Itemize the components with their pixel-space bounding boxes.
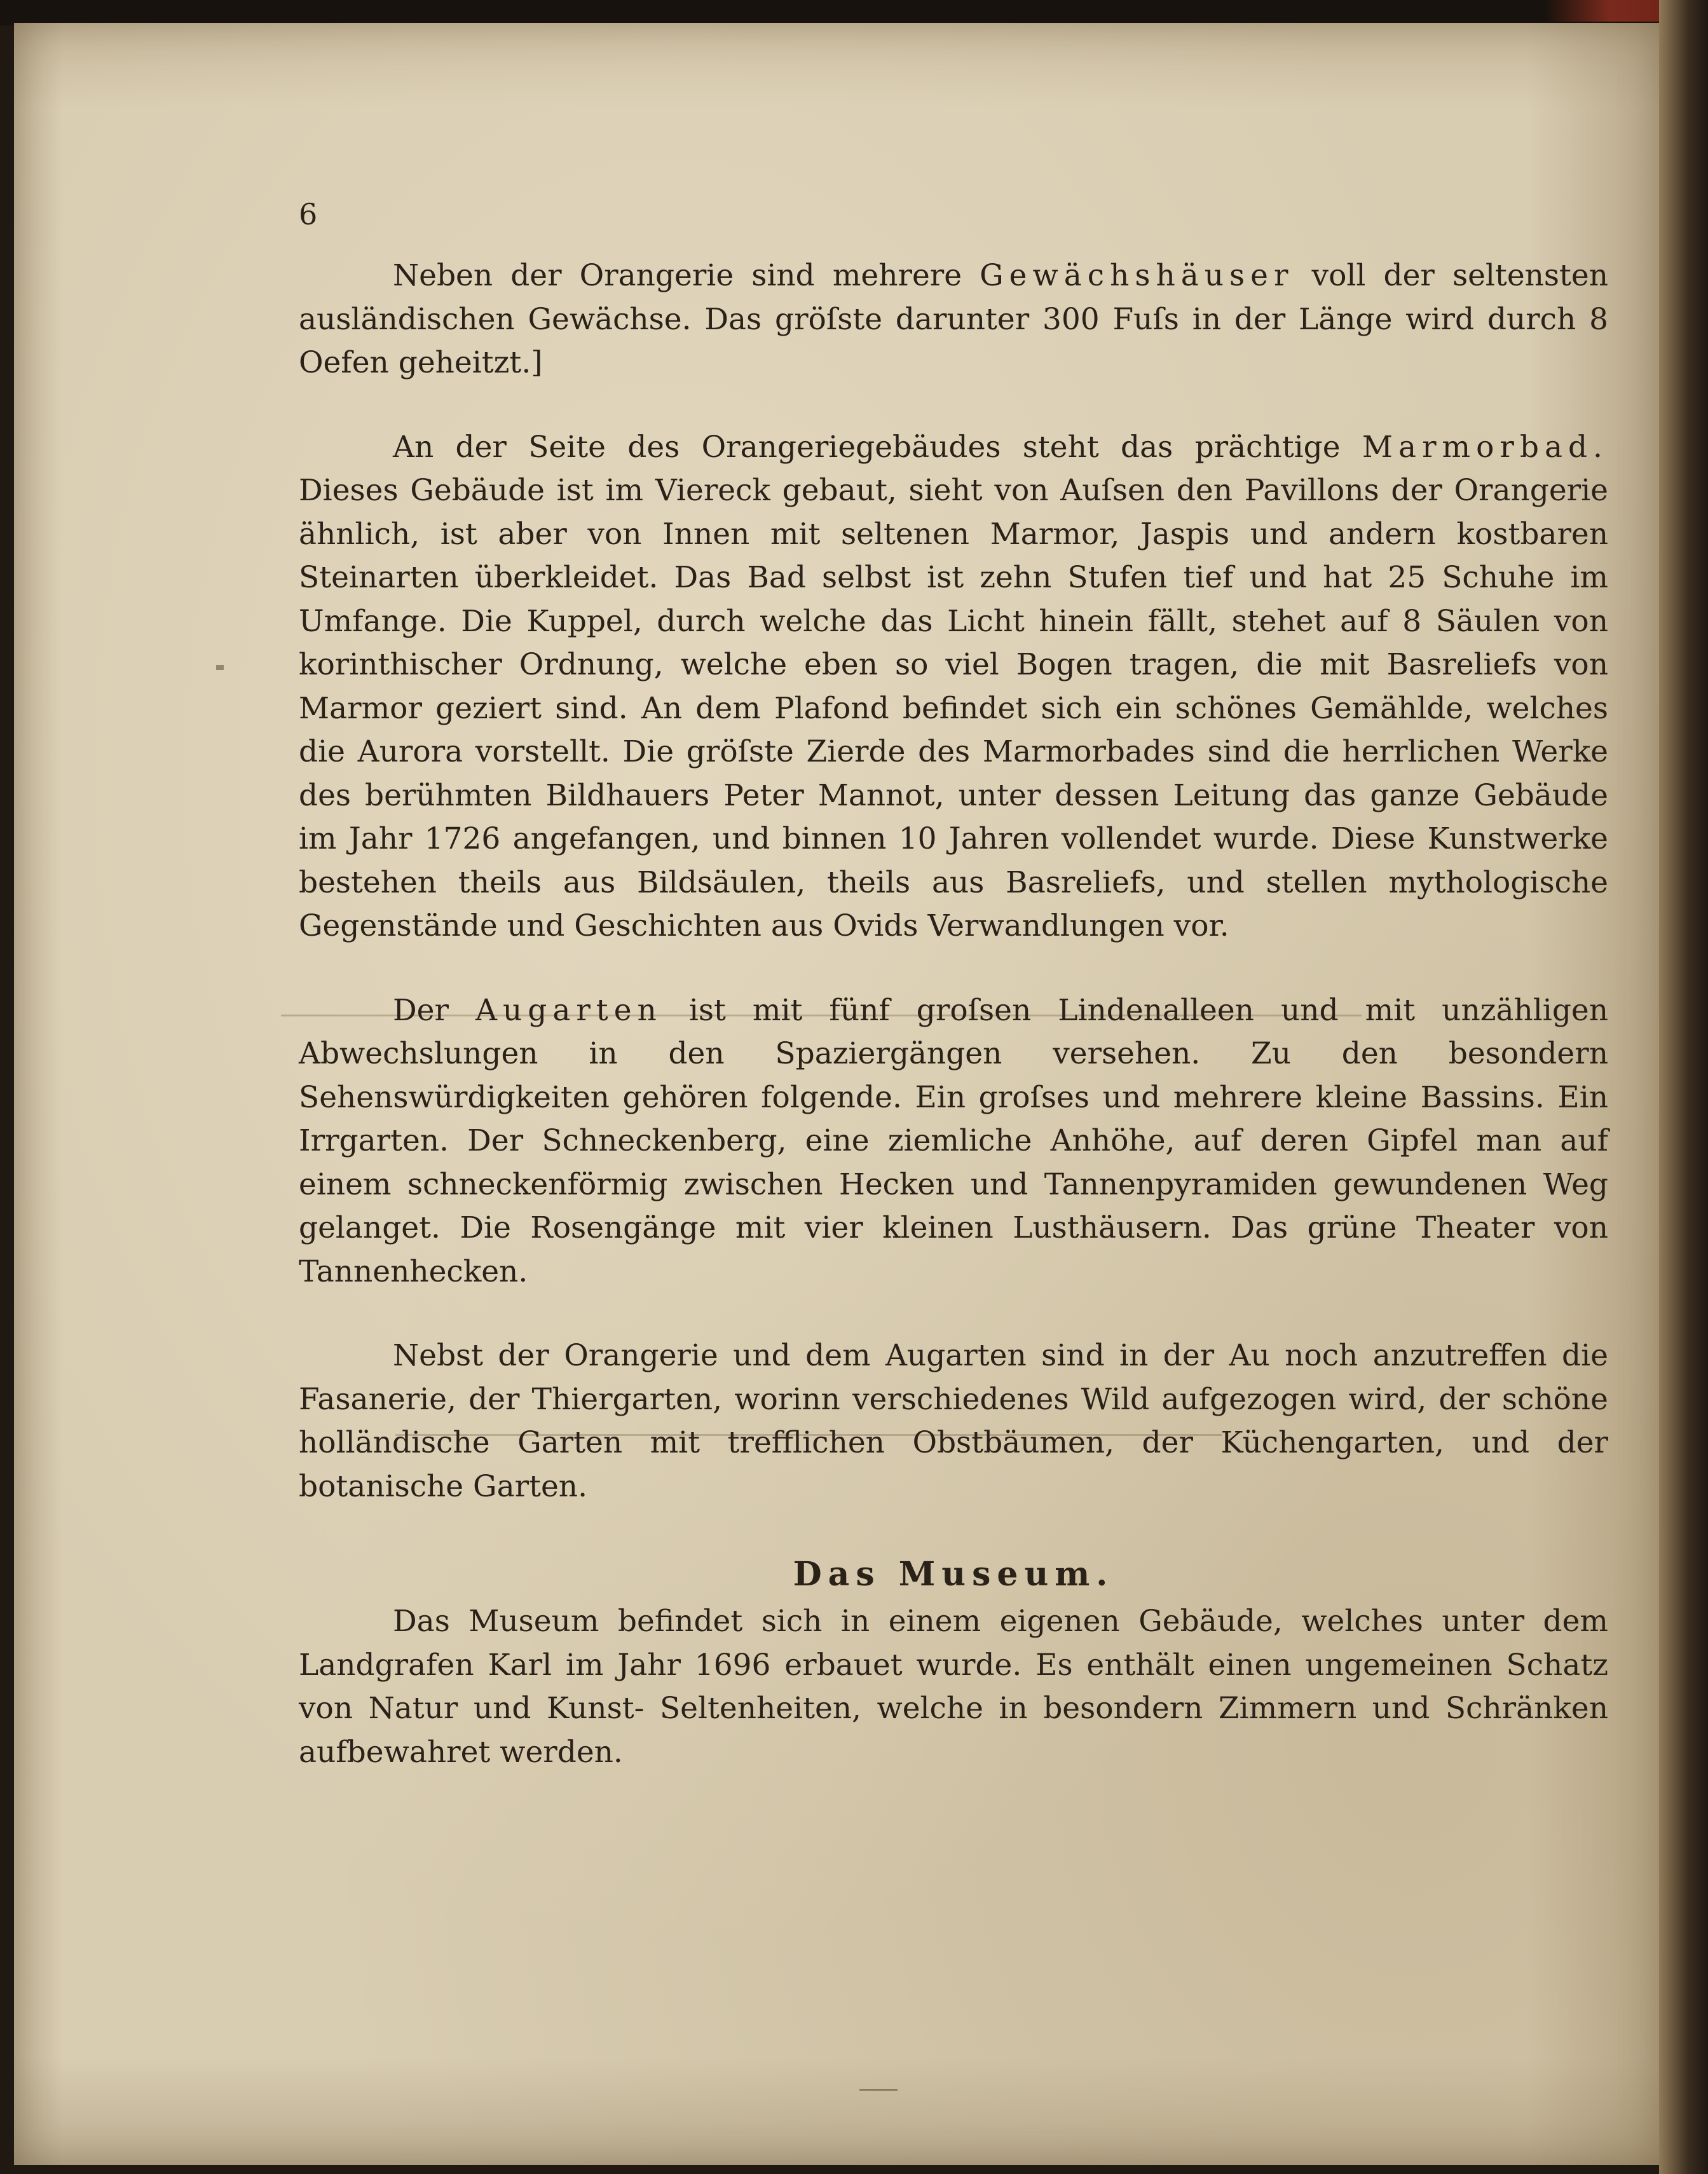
paragraph-text: Dieses Gebäude ist im Viereck gebaut, sieht von Auſsen den Pavillons der Orangerie ähnlich, ist aber von Innen mit seltenen Marmor, Jaspis und andern kostbaren Steinarten überkleidet. Das Bad selbst ist zehn Stufen tief und hat 25 Schuhe im Umfange. Die Kuppel, durch welche das Licht hinein fällt, stehet auf 8 Säulen von korinthischer Ordnung, welche eben so viel Bogen tragen, die mit Basreliefs von Marmor geziert sind. An dem Plafond befindet sich ein schönes Gemählde, welches die Aurora vorstellt. Die gröſste Zierde des Marmorbades sind die herrlichen Werke des berühmten Bildhauers Peter Mannot, unter dessen Leitung das ganze Gebäude im Jahr 1726 angefangen, und binnen 10 Jahren vollendet wurde. Diese Kunstwerke bestehen theils aus Bildsäulen, theils aus Basreliefs, und stellen mythologische Gegenstände und Geschichten aus Ovids Verwandlungen vor. <box>299 473 1608 943</box>
page-binding-edge <box>1659 0 1708 2174</box>
paragraph-gap <box>299 1294 1608 1334</box>
page-text <box>299 210 1608 1774</box>
ink-speck <box>216 665 224 670</box>
paragraph-greenhouses <box>299 254 1608 385</box>
paragraph-text: Nebst der Orangerie und dem Augarten sind in der Au noch anzutreffen die Fasanerie, der Thiergarten, worinn verschiedenes Wild aufgezogen wird, der schöne holländische Garten mit trefflichen Obstbäumen, der Küchengarten, und der botanische Garten. <box>299 1338 1608 1504</box>
scanner-top-strip <box>0 0 1708 25</box>
paragraph-other-gardens <box>299 1334 1608 1508</box>
paragraph-museum: Das Museum befindet sich in einem eigenen Gebäude, welches unter dem Landgrafen Karl im Jahr 1696 erbauet wurde. Es enthält einen ungemeinen Schatz von Natur und Kunst- Seltenheiten, welche in besondern Zimmern und Schränken aufbewahret werden. <box>299 1604 1608 1770</box>
paragraph-text: ist mit fünf groſsen Lindenalleen und mit unzähligen Abwechslungen in den Spaziergängen versehen. Zu den besondern Sehenswürdigkeiten gehören folgende. Ein groſses und mehrere kleine Bassins. Ein Irrgarten. Der Schneckenberg, eine ziemliche Anhöhe, auf deren Gipfel man auf einem schneckenförmig zwischen Hecken und Tannenpyramiden gewundenen Weg gelanget. Die Rosengänge mit vier kleinen Lusthäusern. Das grüne Theater von Tannenhecken. <box>299 992 1609 1289</box>
paragraph-gap <box>299 1508 1608 1549</box>
paragraph-lead: Neben der Orangerie sind mehrere <box>393 258 980 293</box>
ink-speck <box>859 2089 898 2091</box>
paragraph-lead: An der Seite des Orangeriegebäudes steht das prächtige <box>393 429 1362 465</box>
paragraph-lead: Der <box>393 992 476 1028</box>
spaced-term: Marmorbad. <box>1362 429 1608 465</box>
page-number: 6 <box>299 197 318 231</box>
paragraph-gap <box>299 385 1608 426</box>
spaced-term: Gewächshäuser <box>980 258 1294 293</box>
paragraph-augarten <box>299 989 1608 1294</box>
section-heading: Das Museum. <box>793 1555 1114 1594</box>
paragraph-marble-bath <box>299 426 1608 948</box>
spaced-term: Augarten <box>475 992 662 1028</box>
paragraph-gap <box>299 948 1608 989</box>
paragraph-text: voll der seltensten ausländischen Gewächse. Das gröſste darunter 300 Fuſs in der Länge wird durch 8 Oefen geheitzt.] <box>299 258 1608 380</box>
